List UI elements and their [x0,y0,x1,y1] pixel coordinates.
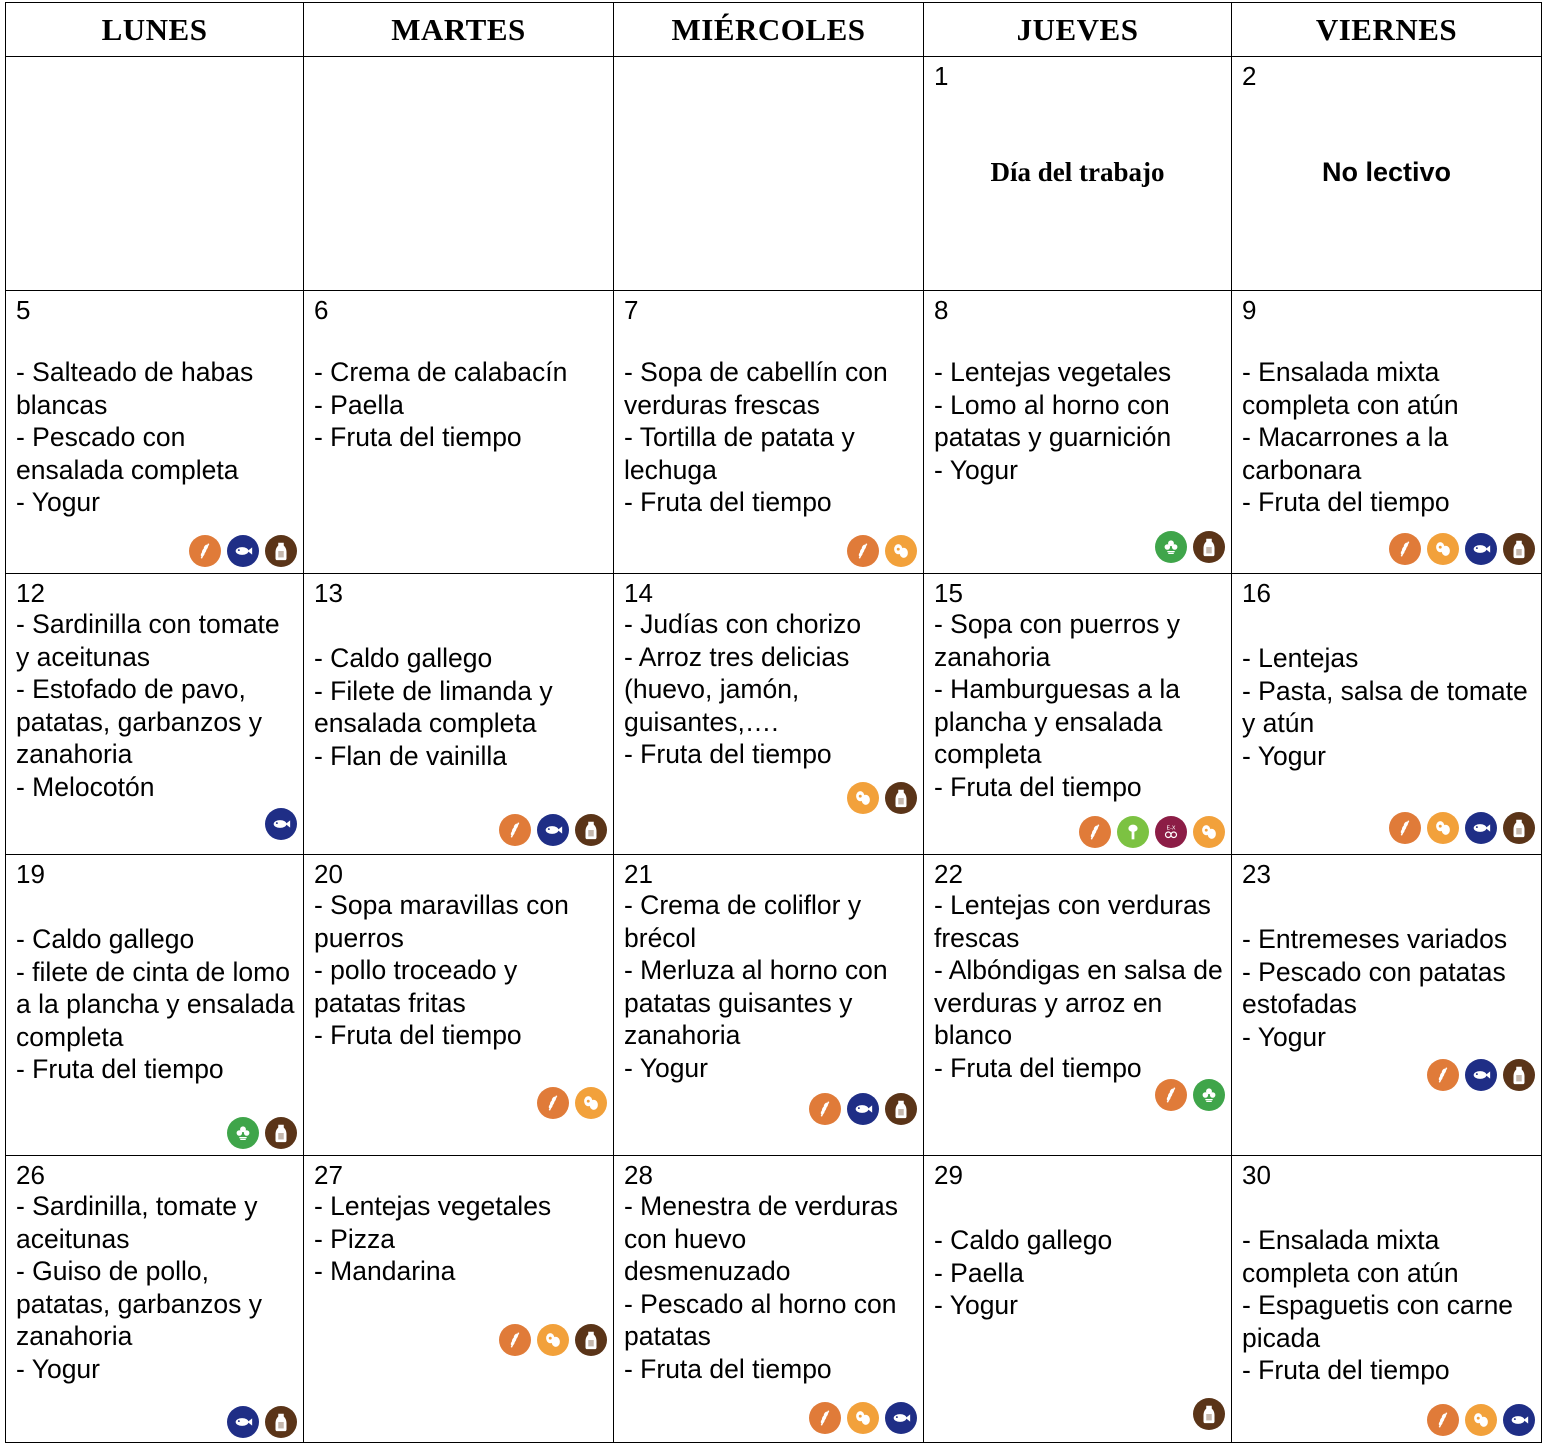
dish-list [934,608,1227,803]
dish-item: - Lentejas con verduras frescas [934,890,1211,953]
dish-item: - Salteado de habas blancas [16,357,254,420]
allergen-icons [1155,531,1225,563]
egg-icon [1427,812,1459,844]
gluten-icon [847,535,879,567]
allergen-icons [1079,816,1225,848]
dish-item: - Lentejas vegetales [314,1191,552,1221]
day-cell [924,57,1232,291]
day-number: 9 [1242,295,1257,325]
day-cell [1232,855,1542,1156]
dish-item: - Fruta del tiempo [314,1020,522,1050]
dish-item: - Fruta del tiempo [624,739,832,769]
dish-item: - Fruta del tiempo [934,771,1142,802]
dish-item: - Sardinilla con tomate y aceitunas [16,609,280,672]
egg-icon [537,1324,569,1356]
milk-icon [265,1117,297,1149]
day-cell [924,855,1232,1156]
day-cell [1232,291,1542,574]
dish-list [314,642,609,772]
dish-list [314,356,609,454]
dish-item: - Merluza al horno con patatas guisantes y zanahoria [624,955,888,1050]
day-cell [6,855,304,1156]
dish-item: - Entremeses variados [1242,924,1508,954]
day-cell [304,1156,614,1443]
egg-icon [847,782,879,814]
day-cell [924,1156,1232,1443]
gluten-icon [1427,1059,1459,1091]
dish-item: - Melocotón [16,771,155,802]
dish-item: - Crema de coliflor y brécol [624,890,862,953]
milk-icon [1503,812,1535,844]
dish-item: - Yogur [1242,1021,1326,1052]
dish-item: - Sardinilla, tomate y aceitunas [16,1191,258,1254]
allergen-icons [847,782,917,814]
day-cell [1232,574,1542,855]
day-number: 21 [624,859,653,889]
dish-list [934,1224,1227,1322]
dish-item: - Caldo gallego [16,924,195,954]
dish-item: - Paella [934,1257,1024,1288]
header-thursday: JUEVES [924,3,1232,57]
fish-icon [227,535,259,567]
dish-list [16,356,299,519]
dish-item: - Fruta del tiempo [1242,487,1450,517]
dish-item: - Yogur [16,487,100,517]
allergen-icons [809,1093,917,1125]
dish-item: - Macarrones a la carbonara [1242,422,1449,485]
day-number: 12 [16,578,45,608]
day-cell [614,1156,924,1443]
dish-item: - pollo troceado y patatas fritas [314,955,518,1018]
dish-list [314,889,609,1052]
allergen-icons [265,808,297,840]
dish-item: - Fruta del tiempo [314,422,522,452]
gluten-icon [809,1093,841,1125]
dish-list [624,889,919,1084]
dish-item: - Fruta del tiempo [624,487,832,517]
milk-icon [1503,533,1535,565]
dish-item: - Flan de vainilla [314,740,507,771]
dish-item: - Paella [314,389,404,420]
day-cell [614,291,924,574]
egg-icon [1427,533,1459,565]
dish-item: - Yogur [16,1353,100,1384]
day-cell [304,57,614,291]
mustard-icon [1117,816,1149,848]
allergen-icons [1389,533,1535,565]
allergen-icons [499,814,607,846]
allergen-icons [1193,1398,1225,1430]
dish-item: - Lomo al horno con patatas y guarnición [934,389,1172,452]
day-number: 14 [624,578,653,608]
dish-list [16,923,299,1086]
allergen-icons [189,535,297,567]
dish-item: - Estofado de pavo, patatas, garbanzos y zanahoria [16,674,263,769]
egg-icon [1465,1404,1497,1436]
dish-item: - Lentejas vegetales [934,357,1172,387]
dish-item: - Menestra de verduras con huevo desmenuzado [624,1191,898,1286]
allergen-icons [1427,1059,1535,1091]
dish-item: - Sopa de cabellín con verduras frescas [624,357,888,420]
fish-icon [227,1406,259,1438]
dish-item: - Arroz tres delicias (huevo, jamón, guisantes,…. [624,641,850,737]
allergen-icons [809,1402,917,1434]
allergen-icons [499,1324,607,1356]
week-row [6,855,1542,1156]
dish-item: - Espaguetis con carne picada [1242,1290,1514,1353]
dish-item: - Fruta del tiempo [624,1353,832,1384]
day-cell [924,291,1232,574]
celery-icon [227,1117,259,1149]
milk-icon [1503,1059,1535,1091]
dish-item: - Pescado al horno con patatas [624,1288,897,1351]
fish-icon [847,1093,879,1125]
week-row [6,574,1542,855]
dish-item: - Sopa maravillas con puerros [314,890,569,953]
fish-icon [1503,1404,1535,1436]
day-number: 19 [16,859,45,889]
svg-text:E-X: E-X [1166,825,1176,832]
holiday-note: Día del trabajo [990,157,1165,187]
day-cell [1232,57,1542,291]
gluten-icon [1155,1079,1187,1111]
milk-icon [575,814,607,846]
school-menu-calendar [5,2,1542,1443]
dish-list [934,356,1227,486]
allergen-icons [1427,1404,1535,1436]
gluten-icon [499,814,531,846]
day-number: 6 [314,295,329,325]
dish-item: - Tortilla de patata y lechuga [624,422,855,485]
dish-item: - Pizza [314,1223,395,1254]
gluten-icon [499,1324,531,1356]
day-number: 13 [314,578,343,608]
day-cell [304,291,614,574]
dish-list [1242,923,1537,1053]
week-row [6,291,1542,574]
allergen-icons [227,1406,297,1438]
dish-list [1242,1224,1537,1387]
week-row [6,57,1542,291]
fish-icon [265,808,297,840]
day-cell [614,57,924,291]
dish-list [934,889,1227,1084]
dish-item: - Hamburguesas a la plancha y ensalada completa [934,674,1180,769]
milk-icon [265,1406,297,1438]
gluten-icon [1389,533,1421,565]
dish-item: - Ensalada mixta completa con atún [1242,357,1459,420]
milk-icon [1193,531,1225,563]
celery-icon [1155,531,1187,563]
fish-icon [1465,812,1497,844]
sulphites-icon [1155,816,1187,848]
dish-list [16,608,299,803]
header-wednesday: MIÉRCOLES [614,3,924,57]
dish-list [624,608,919,771]
header-tuesday: MARTES [304,3,614,57]
day-cell [6,1156,304,1443]
milk-icon [1193,1398,1225,1430]
dish-item: - Yogur [934,454,1018,485]
dish-list [624,1190,919,1385]
fish-icon [1465,1059,1497,1091]
weekday-header-row [6,3,1542,57]
day-number: 27 [314,1160,343,1190]
milk-icon [885,1093,917,1125]
fish-icon [537,814,569,846]
day-cell [304,574,614,855]
dish-item: - Caldo gallego [934,1225,1113,1255]
day-number: 29 [934,1160,963,1190]
dish-item: - Fruta del tiempo [934,1052,1142,1083]
day-number: 30 [1242,1160,1271,1190]
dish-item: - Ensalada mixta completa con atún [1242,1225,1459,1288]
dish-item: - Pasta, salsa de tomate y atún [1242,675,1528,738]
dish-list [1242,356,1537,519]
day-number: 23 [1242,859,1271,889]
gluten-icon [809,1402,841,1434]
day-number: 7 [624,295,639,325]
dish-item: - Sopa con puerros y zanahoria [934,609,1180,672]
day-number: 15 [934,578,963,608]
dish-item: - Lentejas [1242,643,1359,673]
dish-item: - Pescado con ensalada completa [16,422,239,485]
gluten-icon [1427,1404,1459,1436]
day-cell [6,574,304,855]
day-cell [924,574,1232,855]
dish-list [624,356,919,519]
holiday-note: No lectivo [1321,157,1452,187]
dish-item: - Filete de limanda y ensalada completa [314,675,553,738]
dish-list [1242,642,1537,772]
gluten-icon [1079,816,1111,848]
egg-icon [885,535,917,567]
egg-icon [1193,816,1225,848]
dish-item: - Mandarina [314,1256,456,1286]
day-number: 16 [1242,578,1271,608]
dish-list [314,1190,609,1288]
day-number: 22 [934,859,963,889]
dish-item: - filete de cinta de lomo a la plancha y ensalada completa [16,956,295,1052]
dish-item: - Guiso de pollo, patatas, garbanzos y zanahoria [16,1256,263,1351]
day-cell [304,855,614,1156]
allergen-icons [1155,1079,1225,1111]
dish-item: - Fruta del tiempo [16,1054,224,1084]
day-number: 2 [1242,61,1257,91]
dish-list [16,1190,299,1385]
dish-item: - Caldo gallego [314,643,493,673]
fish-icon [885,1402,917,1434]
gluten-icon [1389,812,1421,844]
egg-icon [847,1402,879,1434]
day-number: 26 [16,1160,45,1190]
day-number: 20 [314,859,343,889]
day-number: 1 [934,61,949,91]
dish-item: - Pescado con patatas estofadas [1242,956,1506,1019]
day-cell [614,855,924,1156]
dish-item: - Judías con chorizo [624,609,862,639]
dish-item: - Yogur [934,1290,1018,1320]
day-number: 5 [16,295,31,325]
dish-item: - Crema de calabacín [314,357,568,387]
milk-icon [575,1324,607,1356]
milk-icon [265,535,297,567]
dish-item: - Yogur [1242,740,1326,771]
gluten-icon [189,535,221,567]
day-cell [614,574,924,855]
milk-icon [885,782,917,814]
day-number: 28 [624,1160,653,1190]
allergen-icons [847,535,917,567]
day-cell [6,291,304,574]
day-number: 8 [934,295,949,325]
egg-icon [575,1087,607,1119]
fish-icon [1465,533,1497,565]
dish-item: - Albóndigas en salsa de verduras y arroz en blanco [934,955,1223,1050]
allergen-icons [227,1117,297,1149]
allergen-icons [537,1087,607,1119]
day-cell [1232,1156,1542,1443]
celery-icon [1193,1079,1225,1111]
dish-item: - Yogur [624,1052,708,1083]
allergen-icons [1389,812,1535,844]
day-cell [6,57,304,291]
gluten-icon [537,1087,569,1119]
header-friday: VIERNES [1232,3,1542,57]
header-monday: LUNES [6,3,304,57]
dish-item: - Fruta del tiempo [1242,1355,1450,1385]
week-row [6,1156,1542,1443]
